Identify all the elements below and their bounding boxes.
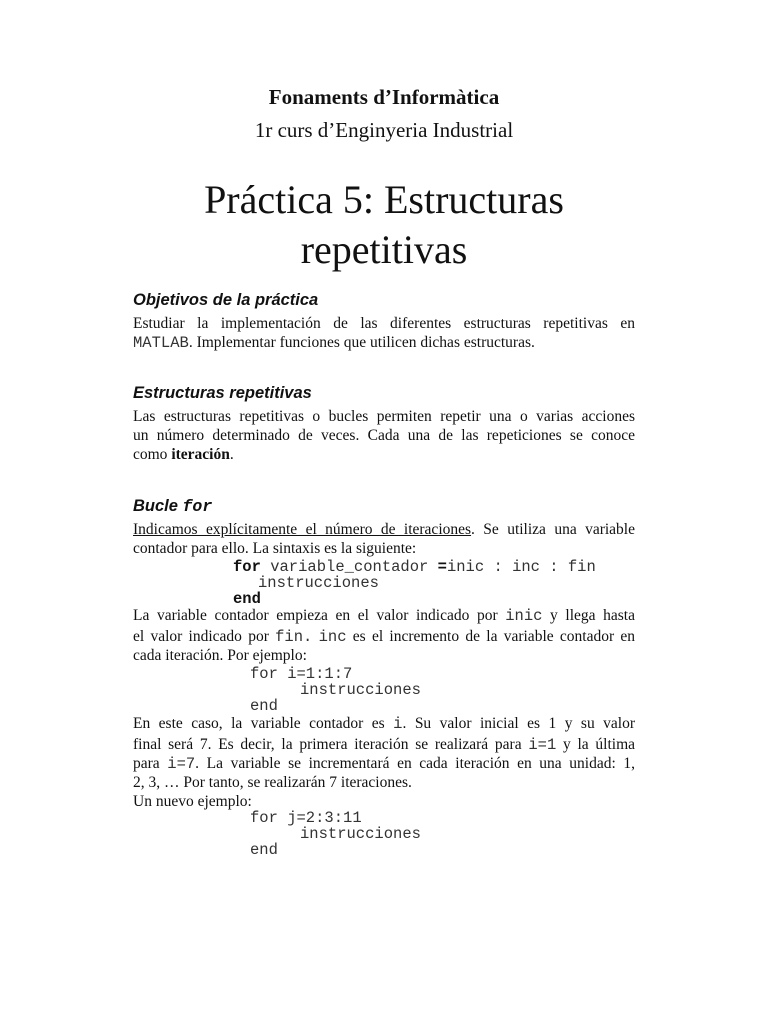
objectives-line2-text: . Implementar funciones que utilicen dichas estructuras. — [188, 334, 535, 351]
case-line1-pre: En este caso, la variable contador es — [133, 715, 394, 732]
repetitive-line2: un número determinado de veces. Cada una de las repeticiones se conoce — [133, 427, 635, 444]
case-line2 — [133, 736, 635, 754]
for-intro-line2: contador para ello. La sintaxis es la siguiente: — [133, 540, 417, 557]
case-line3-post: . La variable se incrementará en cada iteración en una unidad: 1, — [195, 755, 635, 772]
repetitive-line3-post: . — [229, 446, 234, 463]
objectives-heading: Objetivos de la práctica — [133, 291, 319, 309]
repetitive-line3-pre: como — [133, 446, 172, 463]
desc-line1 — [133, 607, 635, 625]
case-line3-pre: para — [133, 755, 168, 772]
for-heading — [133, 497, 212, 516]
inic-code: inic — [505, 607, 543, 625]
course-title: Fonaments d’Informàtica — [268, 85, 500, 109]
page-title-line2: repetitivas — [300, 227, 468, 272]
course-year: 1r curs d’Enginyeria Industrial — [254, 118, 514, 142]
case-line3 — [133, 755, 635, 773]
desc-line1-post: y llega hasta — [542, 607, 635, 624]
syntax-equals: = — [437, 558, 447, 576]
iteracion-term: iteración — [171, 446, 230, 463]
syntax-body: instrucciones — [258, 574, 379, 592]
repetitive-heading: Estructuras repetitivas — [133, 384, 312, 402]
for-heading-code: for — [182, 497, 213, 516]
example2-body: instrucciones — [300, 825, 421, 843]
example1-body: instrucciones — [300, 681, 421, 699]
inc-code: inc — [318, 628, 347, 646]
case-line2-pre: final será 7. Es decir, la primera iteración se realizará para — [133, 736, 529, 753]
for-heading-word: Bucle — [133, 497, 183, 515]
matlab-code: MATLAB — [133, 334, 189, 352]
i-eq-7-code: i=7 — [167, 755, 196, 773]
example1-for: for i=1:1:7 — [250, 665, 353, 683]
repetitive-line3 — [133, 446, 635, 464]
page-title-line1: Práctica 5: Estructuras — [204, 177, 564, 222]
i-code: i — [393, 715, 403, 733]
syntax-end-keyword: end — [233, 590, 261, 608]
desc-line3: cada iteración. Por ejemplo: — [133, 647, 307, 664]
desc-line2-pre: el valor indicado por — [133, 628, 276, 645]
desc-line2 — [133, 628, 635, 646]
objectives-line1: Estudiar la implementación de las diferentes estructuras repetitivas en — [133, 315, 635, 332]
desc-line1-pre: La variable contador empieza en el valor indicado por — [133, 607, 506, 624]
repetitive-line1: Las estructuras repetitivas o bucles permiten repetir una o varias acciones — [133, 408, 635, 425]
example2-for: for j=2:3:11 — [250, 809, 362, 827]
fin-code: fin. — [275, 628, 313, 646]
i-eq-1-code: i=1 — [528, 736, 557, 754]
for-intro-underlined: Indicamos explícitamente el número de iteraciones — [133, 521, 472, 538]
objectives-line2 — [133, 334, 635, 352]
for-intro-line1 — [133, 521, 635, 539]
new-example-label: Un nuevo ejemplo: — [133, 793, 252, 810]
syntax-range: inic : inc : fin — [446, 558, 596, 576]
syntax-for-keyword: for — [233, 558, 261, 576]
syntax-variable: variable_contador — [260, 558, 438, 576]
desc-line2-post: es el incremento de la variable contador en — [346, 628, 636, 645]
case-line2-post: y la última — [556, 736, 636, 753]
example1-end: end — [250, 697, 278, 715]
example2-end: end — [250, 841, 278, 859]
case-line4: 2, 3, … Por tanto, se realizarán 7 iteraciones. — [133, 774, 412, 791]
case-line1-post: . Su valor inicial es 1 y su valor — [402, 715, 635, 732]
for-intro-rest: . Se utiliza una variable — [471, 521, 635, 538]
case-line1 — [133, 715, 635, 733]
